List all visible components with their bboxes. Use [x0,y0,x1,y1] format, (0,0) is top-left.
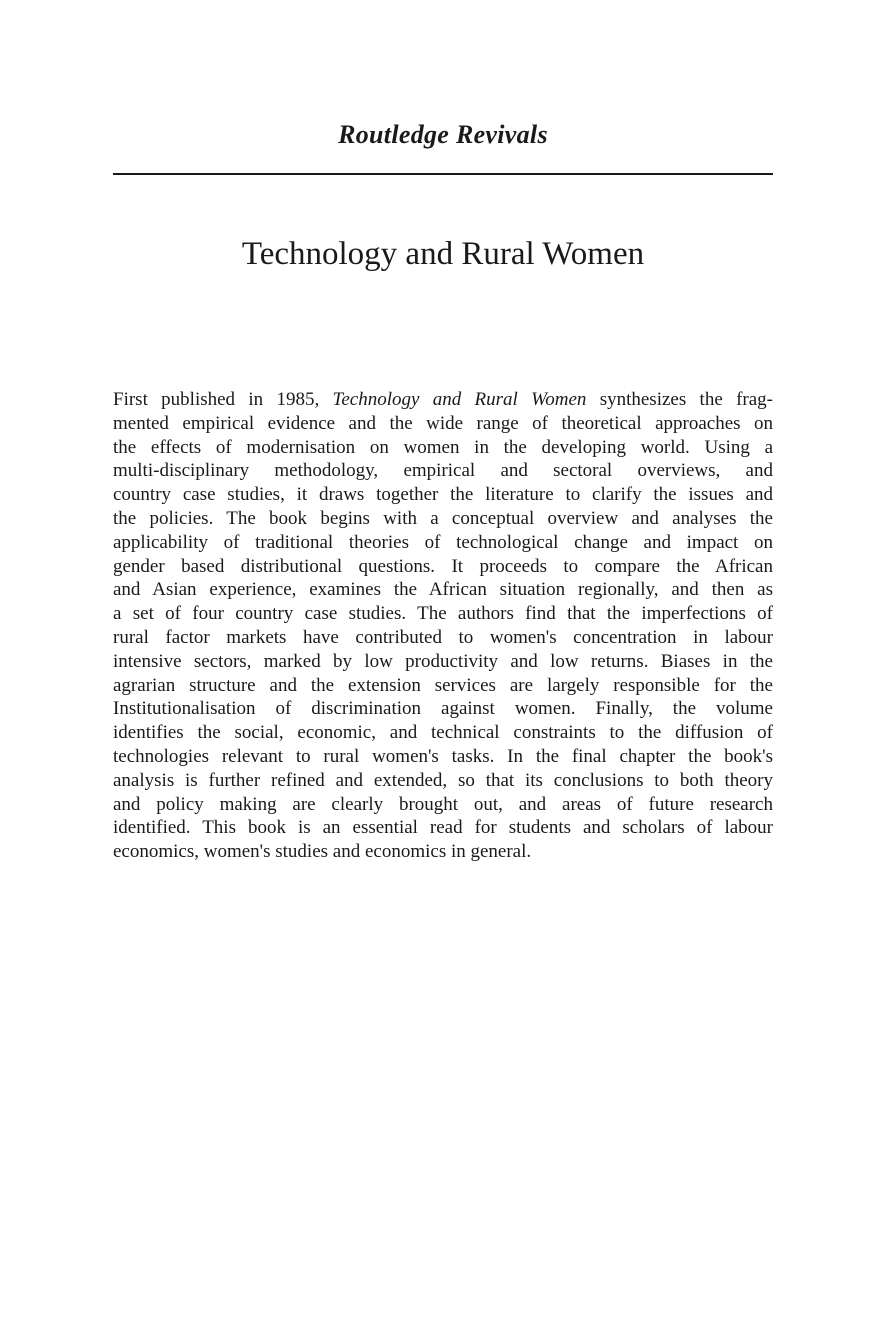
series-title: Routledge Revivals [338,120,548,149]
horizontal-rule [113,173,773,175]
book-title-italic: Technology and Rural Women [332,389,587,410]
description-line: intensive sectors, marked by low productivity and low returns. Biases in the [113,650,773,672]
description-line: First published in 1985, Technology and Rural Women synthesizes the frag- [113,389,773,410]
description-line: and policy making are clearly brought out, and areas of future research [113,793,773,815]
description-line: country case studies, it draws together the literature to clarify the issues and [113,484,773,506]
book-description [113,388,773,864]
description-line: the effects of modernisation on women in the developing world. Using a [113,436,773,458]
description-line: gender based distributional questions. It proceeds to compare the African [113,555,773,577]
description-line: identifies the social, economic, and technical constraints to the diffusion of [113,722,773,744]
description-line: the policies. The book begins with a conceptual overview and analyses the [113,507,773,529]
description-line: rural factor markets have contributed to women's concentration in labour [113,626,773,648]
description-line: identified. This book is an essential read for students and scholars of labour [113,817,773,839]
description-line: and Asian experience, examines the African situation regionally, and then as [113,579,773,601]
description-line: technologies relevant to rural women's tasks. In the final chapter the book's [113,745,773,767]
book-title: Technology and Rural Women [241,236,645,272]
description-line: mented empirical evidence and the wide range of theoretical approaches on [113,412,773,434]
description-line: Institutionalisation of discrimination against women. Finally, the volume [113,698,773,720]
description-line: analysis is further refined and extended, so that its conclusions to both theory [113,769,773,791]
description-line: a set of four country case studies. The authors find that the imperfections of [113,603,773,625]
description-line: economics, women's studies and economics in general. [113,841,532,863]
description-line: multi-disciplinary methodology, empirical and sectoral overviews, and [113,460,773,482]
description-line: agrarian structure and the extension services are largely responsible for the [113,674,773,696]
description-line: applicability of traditional theories of technological change and impact on [113,531,773,553]
